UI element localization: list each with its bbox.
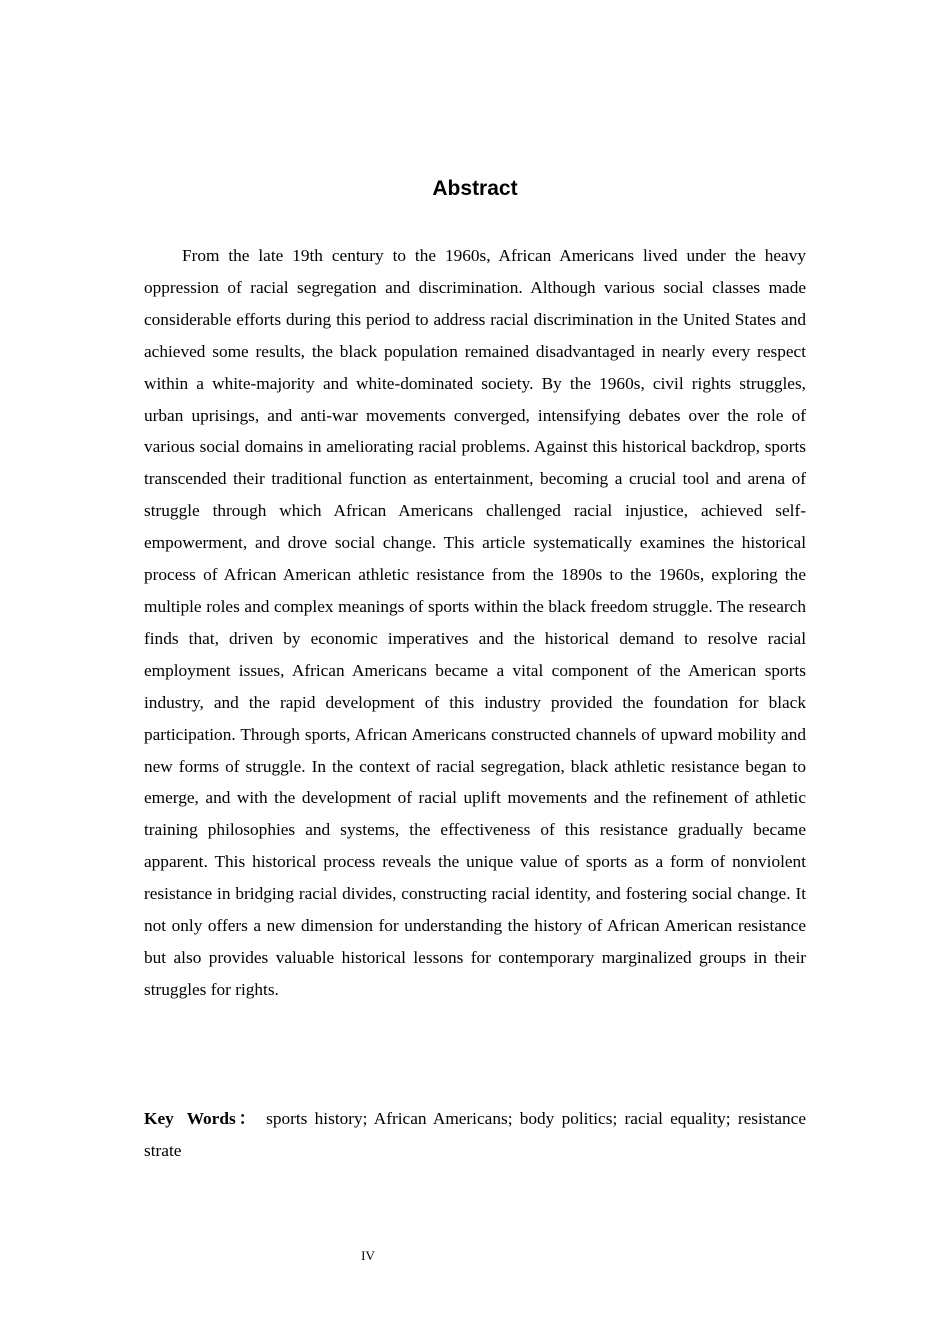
keywords-list: sports history; African Americans; body politics; racial equality; resistance strate — [144, 1109, 806, 1160]
page-number: IV — [361, 1248, 375, 1263]
abstract-body: From the late 19th century to the 1960s, African Americans lived under the heavy oppression of racial segregation and discrimination. Although various social classes made considerable efforts during this period to address racial discrimination in the United States and achieved some results, the black population remained disadvantaged in nearly every respect within a white-majority and white-dominated society. By the 1960s, civil rights struggles, urban uprisings, and anti-war movements converged, intensifying debates over the role of various social domains in ameliorating racial problems. Against this historical backdrop, sports transcended their traditional function as entertainment, becoming a crucial tool and arena of struggle through which African Americans challenged racial injustice, achieved self-empowerment, and drove social change. This article systematically examines the historical process of African American athletic resistance from the 1890s to the 1960s, exploring the multiple roles and complex meanings of sports within the black freedom struggle. The research finds that, driven by economic imperatives and the historical demand to resolve racial employment issues, African Americans became a vital component of the American sports industry, and the rapid development of this industry provided the foundation for black participation. Through sports, African Americans constructed channels of upward mobility and new forms of struggle. In the context of racial segregation, black athletic resistance began to emerge, and with the development of racial uplift movements and the refinement of athletic training philosophies and systems, the effectiveness of this resistance gradually became apparent. This historical process reveals the unique value of sports as a form of nonviolent resistance in bridging racial divides, constructing racial identity, and fostering social change. It not only offers a new dimension for understanding the history of African American resistance but also provides valuable historical lessons for contemporary marginalized groups in their struggles for rights. — [144, 246, 806, 999]
keywords-paragraph — [144, 1103, 806, 1167]
abstract-title: Abstract — [432, 177, 518, 200]
keywords-label: Key Words： — [144, 1109, 259, 1128]
